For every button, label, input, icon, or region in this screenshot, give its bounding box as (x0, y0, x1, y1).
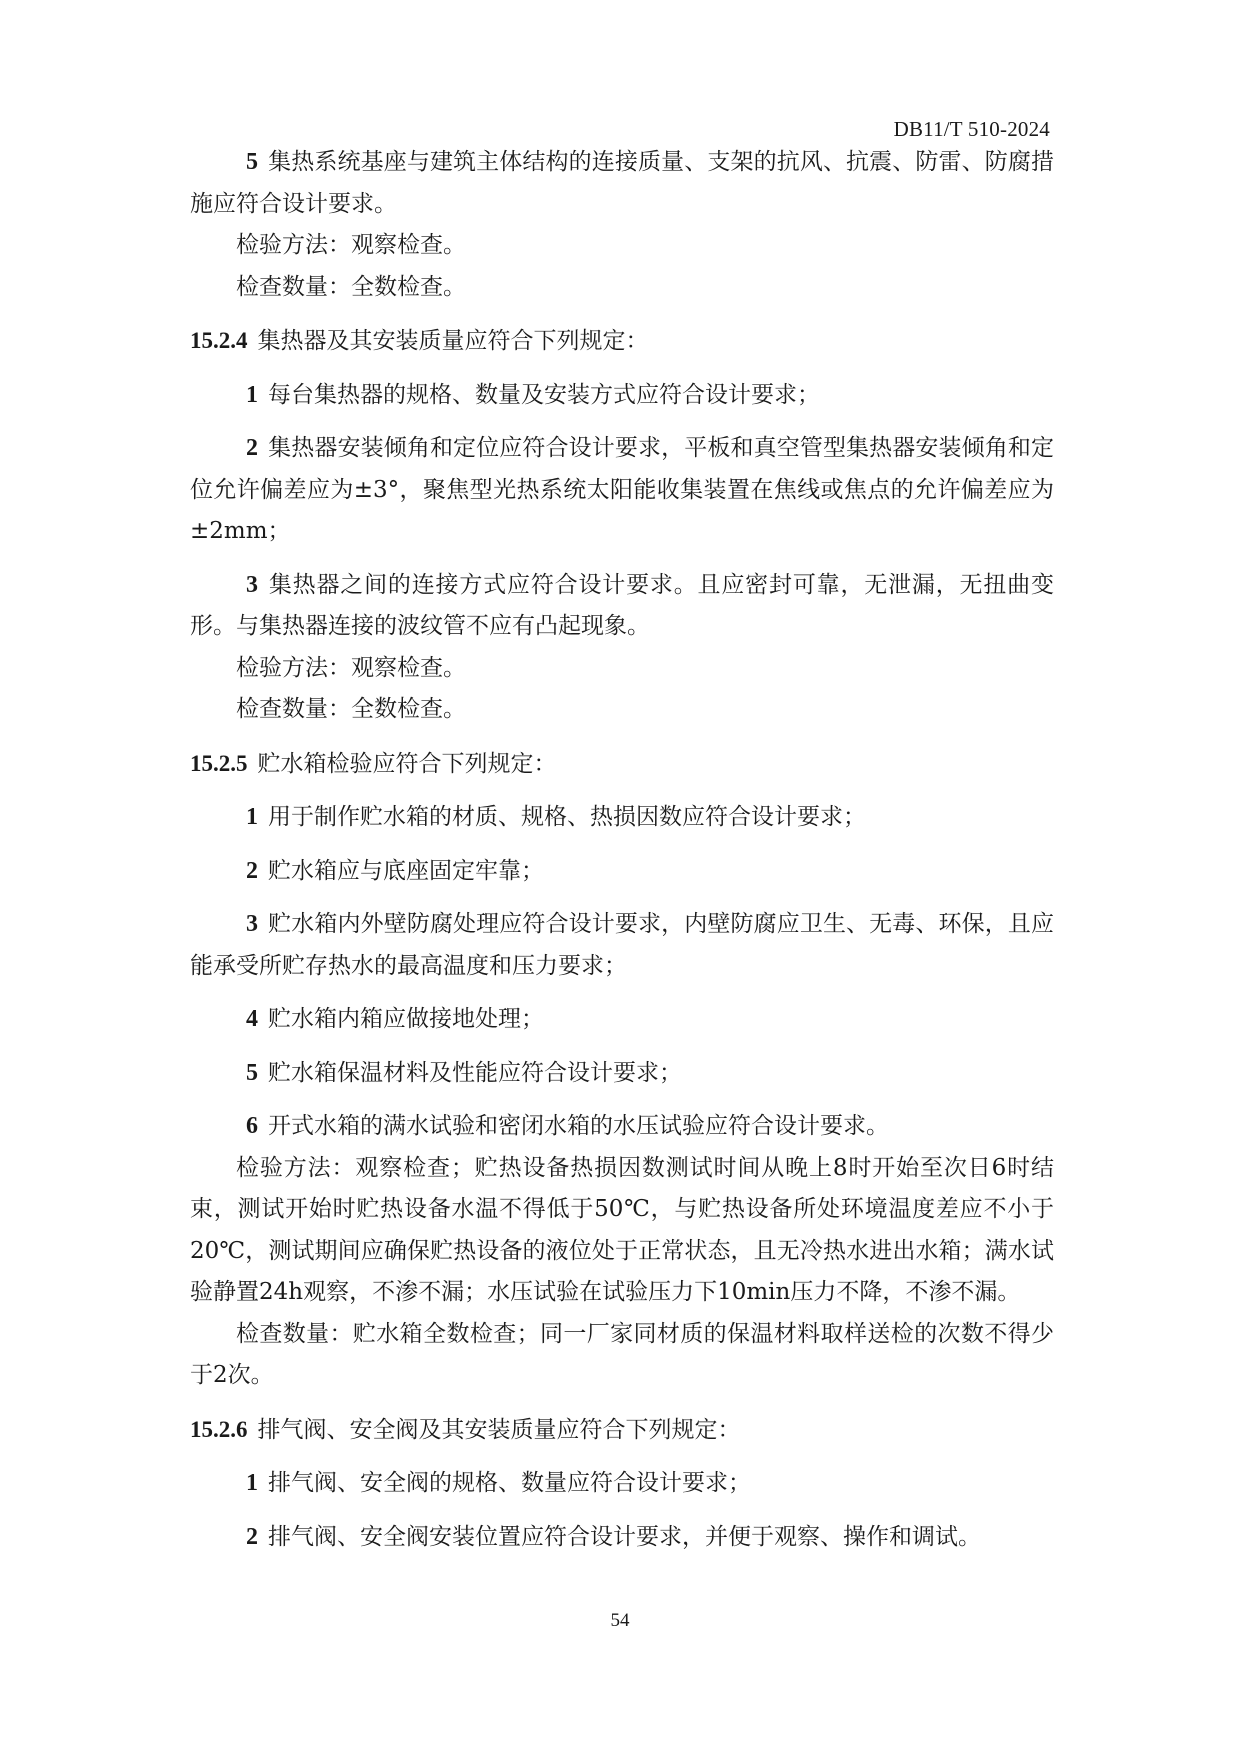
item-number: 5 (246, 149, 258, 175)
clause-15-2-4 (190, 320, 1054, 363)
item-number: 2 (246, 857, 258, 884)
inspection-quantity: 检查数量：全数检查。 (236, 273, 466, 300)
clause-15-2-6-item-1 (190, 1463, 1054, 1505)
clause-number: 15.2.6 (190, 1416, 248, 1442)
clause-15-2-6 (190, 1409, 1054, 1452)
item-text: 贮水箱内箱应做接地处理； (268, 1006, 544, 1032)
clause-15-2-5-item-5 (190, 1053, 1054, 1095)
item-text: 排气阀、安全阀安装位置应符合设计要求，并便于观察、操作和调试。 (268, 1523, 981, 1550)
item-number: 1 (246, 804, 258, 830)
page-body (190, 142, 1054, 1558)
clause-15-2-6-item-2 (190, 1517, 1054, 1559)
clause-text: 集热器及其安装质量应符合下列规定： (257, 328, 649, 354)
clause-number: 15.2.4 (190, 328, 248, 353)
inspection-method: 检验方法：观察检查；贮热设备热损因数测试时间从晚上8时开始至次日6时结束，测试开始时贮热设备水温不得低于50℃，与贮热设备所处环境温度差应不小于20℃，测试期间应确保贮热设备的液位处于正常状态，且无冷热水进出水箱；满水试验静置24h观察，不渗不漏；水压试验在试验压力下10min压力不降，不渗不漏。 (190, 1154, 1054, 1305)
item-number: 4 (246, 1006, 258, 1032)
item-text: 贮水箱应与底座固定牢靠； (268, 857, 544, 884)
clause-15-2-5 (190, 743, 1054, 786)
item-number: 3 (246, 571, 258, 598)
clause-15-2-5-item-6 (190, 1106, 1054, 1148)
clause-15-2-5-item-3 (190, 904, 1054, 987)
item-number: 2 (246, 435, 258, 461)
clause-text: 排气阀、安全阀及其安装质量应符合下列规定： (257, 1416, 741, 1443)
clause-15-2-5-item-4 (190, 999, 1054, 1041)
clause-15-2-4-item-2 (190, 428, 1054, 553)
item-number: 2 (246, 1523, 258, 1550)
item-number: 3 (246, 911, 258, 937)
item-number: 6 (246, 1113, 258, 1139)
item-text: 排气阀、安全阀的规格、数量应符合设计要求； (268, 1470, 751, 1496)
item-text: 用于制作贮水箱的材质、规格、热损因数应符合设计要求； (268, 804, 866, 830)
clause-15-2-5-item-1 (190, 797, 1054, 839)
item-text: 集热器之间的连接方式应符合设计要求。且应密封可靠，无泄漏，无扭曲变形。与集热器连接的波纹管不应有凸起现象。 (190, 571, 1054, 639)
page-number: 54 (610, 1610, 630, 1631)
clause-15-2-4-item-3 (190, 565, 1054, 648)
item-text: 开式水箱的满水试验和密闭水箱的水压试验应符合设计要求。 (268, 1113, 889, 1139)
document-code: DB11/T 510-2024 (893, 117, 1050, 141)
clause-text: 贮水箱检验应符合下列规定： (257, 750, 557, 777)
item-text: 每台集热器的规格、数量及安装方式应符合设计要求； (268, 381, 820, 408)
item-5 (190, 142, 1054, 225)
item-text: 贮水箱保温材料及性能应符合设计要求； (268, 1059, 682, 1086)
inspection-method: 检验方法：观察检查。 (236, 232, 466, 258)
inspection-method: 检验方法：观察检查。 (236, 654, 466, 681)
item-number: 1 (246, 381, 258, 408)
clause-number: 15.2.5 (190, 750, 248, 776)
inspection-quantity: 检查数量：全数检查。 (236, 696, 466, 722)
item-number: 1 (246, 1470, 258, 1496)
clause-15-2-5-item-2 (190, 851, 1054, 893)
item-text: 集热系统基座与建筑主体结构的连接质量、支架的抗风、抗震、防雷、防腐措施应符合设计要求。 (190, 149, 1054, 217)
inspection-quantity: 检查数量：贮水箱全数检查；同一厂家同材质的保温材料取样送检的次数不得少于2次。 (190, 1320, 1054, 1388)
clause-15-2-4-item-1 (190, 375, 1054, 417)
item-text: 集热器安装倾角和定位应符合设计要求，平板和真空管型集热器安装倾角和定位允许偏差应为±3°，聚焦型光热系统太阳能收集装置在焦线或焦点的允许偏差应为±2mm； (190, 435, 1054, 544)
item-number: 5 (246, 1059, 258, 1086)
item-text: 贮水箱内外壁防腐处理应符合设计要求，内壁防腐应卫生、无毒、环保，且应能承受所贮存热水的最高温度和压力要求； (190, 911, 1054, 979)
